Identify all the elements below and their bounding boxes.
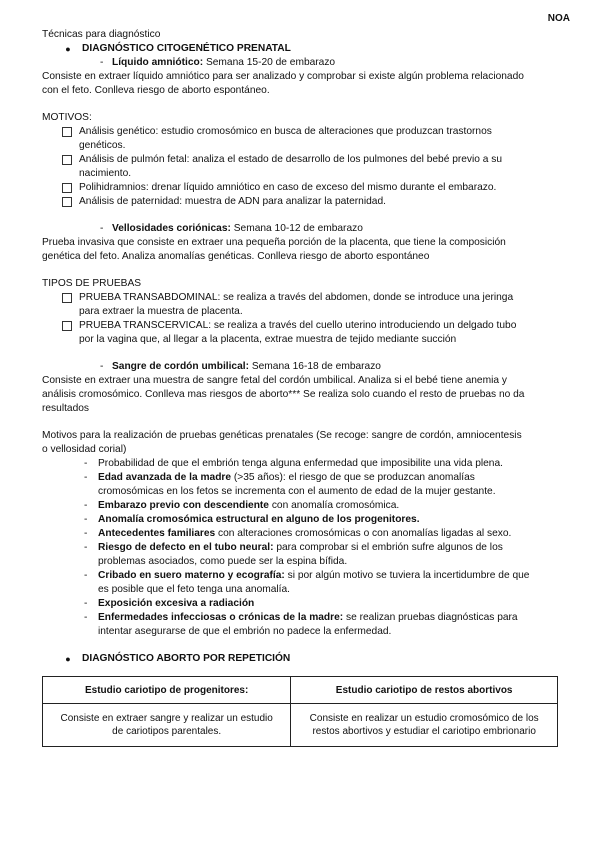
dash-icon: - xyxy=(84,570,88,581)
list-item xyxy=(84,597,558,611)
item-text: (>35 años): el riesgo de que se produzcan anomalías xyxy=(231,472,475,483)
sangre-week: Semana 16-18 de embarazo xyxy=(251,361,381,372)
dash-icon: - xyxy=(84,500,88,511)
dash-icon: - xyxy=(100,361,104,372)
item-bold: Embarazo previo con descendiente xyxy=(98,500,269,511)
item-line: PRUEBA TRANSCERVICAL: se realiza a través del cuello uterino introduciendo un delgado tubo xyxy=(79,320,517,331)
liquido-name: Líquido amniótico: xyxy=(112,57,204,68)
dash-icon: - xyxy=(84,472,88,483)
list-item xyxy=(84,499,558,513)
dash-icon: - xyxy=(84,528,88,539)
item-line: Análisis genético: estudio cromosómico en busca de alteraciones que produzcan trastornos xyxy=(79,126,492,137)
cell-line: Consiste en realizar un estudio cromosómico de los xyxy=(309,713,539,724)
item-text: con anomalía cromosómica. xyxy=(268,500,400,511)
subheading-liquido xyxy=(42,56,558,70)
item-line: PRUEBA TRANSABDOMINAL: se realiza a través del abdomen, donde se introduce una jeringa xyxy=(79,292,514,303)
list-item xyxy=(84,611,558,639)
checkbox-item xyxy=(42,291,558,319)
item-text: se realizan pruebas diagnósticas para xyxy=(343,612,518,623)
bullet-icon: ● xyxy=(65,44,71,54)
motivos-realizacion-list xyxy=(42,457,558,639)
table-header-row xyxy=(43,677,558,704)
list-item xyxy=(84,527,558,541)
checkbox-icon xyxy=(62,155,72,165)
motivos-realizacion-intro-1: Motivos para la realización de pruebas genéticas prenatales (Se recoge: sangre de cordón, amniocentesis xyxy=(42,430,522,441)
list-item xyxy=(84,569,558,597)
dash-icon: - xyxy=(100,57,104,68)
cell-line: Consiste en extraer sangre y realizar un estudio xyxy=(60,713,273,724)
list-item xyxy=(84,457,558,471)
vellosidades-desc-1: Prueba invasiva que consiste en extraer una pequeña porción de la placenta, que tiene la composición xyxy=(42,237,506,248)
item-bold: Riesgo de defecto en el tubo neural: xyxy=(98,542,274,553)
cell-line: restos abortivos y estudiar el cariotipo embrionario xyxy=(312,726,536,737)
table-header-cell: Estudio cariotipo de restos abortivos xyxy=(291,677,558,704)
item-line: genéticos. xyxy=(79,140,126,151)
checkbox-item xyxy=(42,319,558,347)
item-line: Análisis de paternidad: muestra de ADN para analizar la paternidad. xyxy=(79,196,386,207)
heading-text: DIAGNÓSTICO CITOGENÉTICO PRENATAL xyxy=(82,43,291,54)
dash-icon: - xyxy=(84,612,88,623)
sangre-desc-1: Consiste en extraer una muestra de sangre fetal del cordón umbilical. Analiza si el bebé tiene anemia y xyxy=(42,375,507,386)
page-title: Técnicas para diagnóstico xyxy=(42,29,161,40)
item-bold: Anomalía cromosómica estructural en alguno de los progenitores. xyxy=(98,514,420,525)
checkbox-icon xyxy=(62,197,72,207)
checkbox-item xyxy=(42,195,558,209)
subheading-sangre xyxy=(42,360,558,374)
item-text: Probabilidad de que el embrión tenga alguna enfermedad que imposibilite una vida plena. xyxy=(98,458,503,469)
corner-label: NOA xyxy=(547,13,570,24)
checkbox-icon xyxy=(62,127,72,137)
item-text: si por algún motivo se tuviera la incertidumbre de que xyxy=(284,570,530,581)
item-text: con alteraciones cromosómicas o con anomalías ligadas al sexo. xyxy=(215,528,512,539)
table-header-cell: Estudio cariotipo de progenitores: xyxy=(43,677,291,704)
dash-icon: - xyxy=(100,223,104,234)
list-item xyxy=(84,471,558,499)
sangre-desc-3: resultados xyxy=(42,403,90,414)
liquido-week: Semana 15-20 de embarazo xyxy=(205,57,336,68)
heading-text: DIAGNÓSTICO ABORTO POR REPETICIÓN xyxy=(82,653,291,664)
item-text: intentar asegurarse de que el embrión no padece la enfermedad. xyxy=(98,626,392,637)
item-bold: Cribado en suero materno y ecografía: xyxy=(98,570,285,581)
table-cell xyxy=(43,704,291,747)
vellosidades-name: Vellosidades coriónicas: xyxy=(112,223,231,234)
tipos-label: TIPOS DE PRUEBAS xyxy=(42,278,142,289)
sangre-name: Sangre de cordón umbilical: xyxy=(112,361,249,372)
checkbox-icon xyxy=(62,293,72,303)
cariotipo-table xyxy=(42,676,558,747)
dash-icon: - xyxy=(84,458,88,469)
motivos-realizacion-intro-2: o vellosidad corial) xyxy=(42,444,127,455)
list-item xyxy=(84,541,558,569)
section-heading-citogenetico xyxy=(42,42,558,56)
motivos-list xyxy=(42,125,558,209)
dash-icon: - xyxy=(84,514,88,525)
dash-icon: - xyxy=(84,542,88,553)
checkbox-icon xyxy=(62,183,72,193)
liquido-desc-2: con el feto. Conlleva riesgo de aborto espontáneo. xyxy=(42,85,270,96)
bullet-icon: ● xyxy=(65,654,71,664)
subheading-vellosidades xyxy=(42,222,558,236)
list-item xyxy=(84,513,558,527)
vellosidades-desc-2: genética del feto. Analiza anomalías genéticas. Conlleva riesgo de aborto espontáneo xyxy=(42,251,430,262)
item-bold: Enfermedades infecciosas o crónicas de la madre: xyxy=(98,612,344,623)
dash-icon: - xyxy=(84,598,88,609)
checkbox-item xyxy=(42,125,558,153)
item-text: es posible que el feto tenga una anomalía. xyxy=(98,584,291,595)
checkbox-icon xyxy=(62,321,72,331)
table-row xyxy=(43,704,558,747)
liquido-desc-1: Consiste en extraer líquido amniótico para ser analizado y comprobar si existe algún problema relacionado xyxy=(42,71,524,82)
cell-line: de cariotipos parentales. xyxy=(112,726,222,737)
item-bold: Edad avanzada de la madre xyxy=(98,472,232,483)
item-bold: Antecedentes familiares xyxy=(98,528,216,539)
checkbox-item xyxy=(42,181,558,195)
section-heading-aborto xyxy=(42,652,558,666)
vellosidades-week: Semana 10-12 de embarazo xyxy=(233,223,363,234)
item-line: nacimiento. xyxy=(79,168,132,179)
table-cell xyxy=(291,704,558,747)
item-bold: Exposición excesiva a radiación xyxy=(98,598,255,609)
item-text: problemas asociados, como puede ser la espina bífida. xyxy=(98,556,348,567)
motivos-label: MOTIVOS: xyxy=(42,112,92,123)
item-text: para comprobar si el embrión sufre algunos de los xyxy=(273,542,503,553)
checkbox-item xyxy=(42,153,558,181)
tipos-list xyxy=(42,291,558,347)
item-line: para extraer la muestra de placenta. xyxy=(79,306,243,317)
item-line: Polihidramnios: drenar líquido amniótico en caso de exceso del mismo durante el embarazo. xyxy=(79,182,497,193)
item-text: cromosómicas en los fetos se incrementa con el aumento de edad de la mujer gestante. xyxy=(98,486,496,497)
sangre-desc-2: análisis cromosómico. Conlleva mas riesgos de aborto*** Se realiza solo cuando el resto de pruebas no da xyxy=(42,389,525,400)
item-line: por la vagina que, al llegar a la placenta, extrae muestra de tejido mediante succión xyxy=(79,334,457,345)
item-line: Análisis de pulmón fetal: analiza el estado de desarrollo de los pulmones del bebé previo a su xyxy=(79,154,503,165)
